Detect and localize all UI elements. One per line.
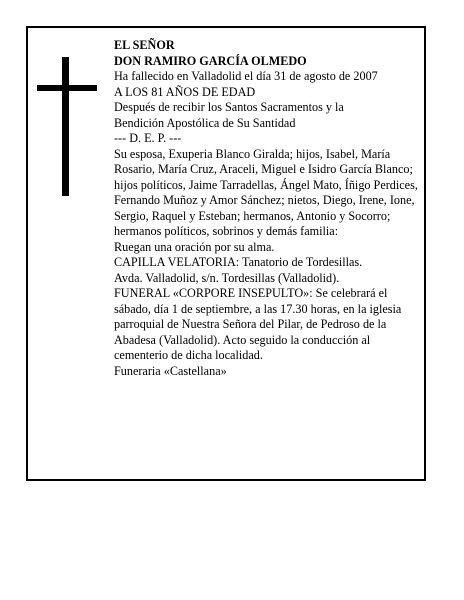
- sacraments-line-1: Después de recibir los Santos Sacramentos y la: [114, 100, 344, 114]
- family-paragraph: Su esposa, Exuperia Blanco Giralda; hijos, Isabel, María Rosario, María Cruz, Araceli, Miguel e Isidro García Blanco; hijos políticos, Jaime Tarradellas, Ángel Mato, Íñigo Perdices, Fernando Muñoz y Amor Sánchez; nietos, Diego, Irene, Ione, Sergio, Raquel y Esteban; hermanos, Antonio y Socorro; hermanos políticos, sobrinos y demás familia:: [114, 146, 418, 238]
- notice-title: EL SEÑOR: [114, 38, 175, 52]
- sacraments-line-2: Bendición Apostólica de Su Santidad: [114, 115, 296, 130]
- cross-icon-bar: [37, 85, 97, 91]
- chapel-line-1: CAPILLA VELATORIA: Tanatorio de Tordesillas.: [114, 255, 363, 269]
- age-line: A LOS 81 AÑOS DE EDAD: [114, 84, 256, 99]
- chapel-line-2: Avda. Valladolid, s/n. Tordesillas (Valladolid).: [114, 270, 340, 285]
- funeral-paragraph: FUNERAL «CORPORE INSEPULTO»: Se celebrará el sábado, día 1 de septiembre, a las 17.30 horas, en la iglesia parroquial de Nuestra Señora del Pilar, de Pedroso de la Abadesa (Valladolid). Acto seguido la conducción al cementerio de dicha localidad.: [114, 286, 402, 362]
- funeral-home: Funeraria «Castellana»: [114, 363, 227, 378]
- cross-icon: [62, 57, 69, 196]
- rip-line: --- D. E. P. ---: [114, 131, 182, 145]
- death-date-line: Ha fallecido en Valladolid el día 31 de agosto de 2007: [114, 69, 378, 83]
- prayer-request: Ruegan una oración por su alma.: [114, 239, 275, 254]
- deceased-name: DON RAMIRO GARCÍA OLMEDO: [114, 53, 307, 68]
- notice-body: [114, 38, 424, 379]
